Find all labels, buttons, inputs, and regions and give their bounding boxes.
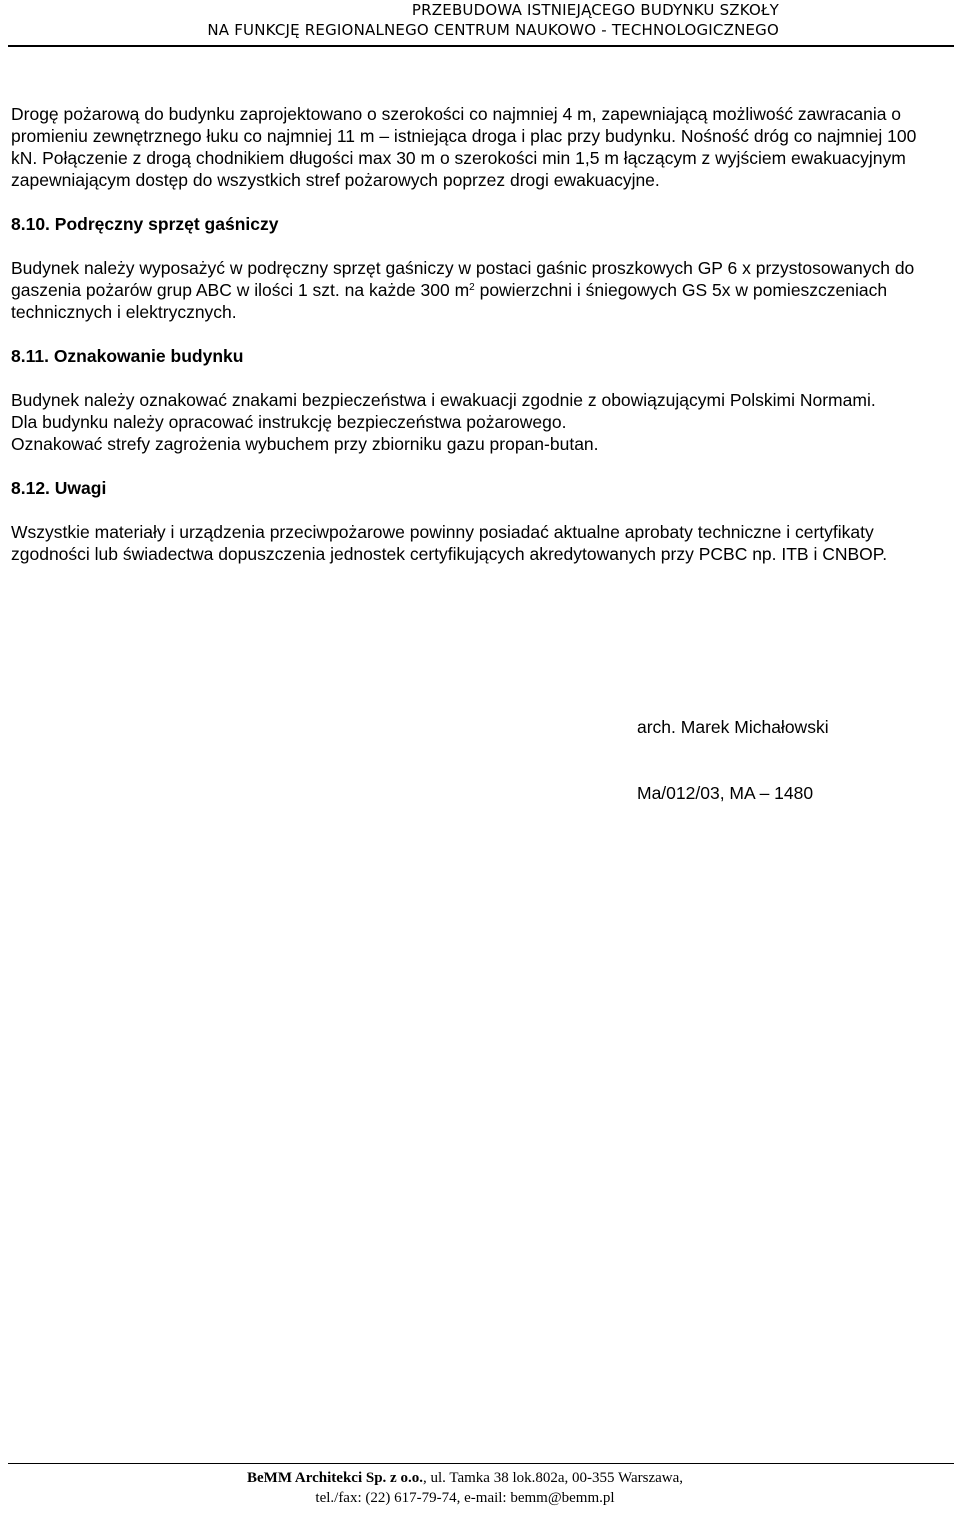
section-8-12-heading: 8.12. Uwagi [11, 478, 107, 498]
footer-address: , ul. Tamka 38 lok.802a, 00-355 Warszawa, [422, 1470, 683, 1486]
section-8-10-text-b: powierzchni i śniegowych GS 5x w pomieszczeniach technicznych i elektrycznych. [11, 280, 888, 322]
signature-name: arch. Marek Michałowski [637, 717, 829, 737]
intro-part2: Połączenie z drogą chodnikiem długości max 30 m o szerokości min 1,5 m łączącym z wyjściem ewakuacyjnym zapewniającym dostęp do wszystkich stref pożarowych poprzez drogi ewakuacyjne. [11, 148, 906, 190]
document-body [11, 103, 936, 565]
page-header [0, 0, 960, 40]
footer-divider [8, 1463, 954, 1464]
footer-contact: tel./fax: (22) 617-79-74, e-mail: bemm@bemm.pl [315, 1490, 615, 1506]
intro-paragraph [11, 103, 936, 191]
section-8-10-paragraph [11, 257, 936, 323]
footer-company: BeMM Architekci Sp. z o.o. [247, 1470, 423, 1486]
header-title-line1: PRZEBUDOWA ISTNIEJĄCEGO BUDYNKU SZKOŁY [411, 1, 779, 19]
intro-part1: Drogę pożarową do budynku zaprojektowano o szerokości co najmniej 4 m, zapewniającą możliwość zawracania o promieniu zewnętrznego łuku co najmniej 11 m – istniejąca droga i plac przy budynku. Nośność dróg co najmniej 100 kN. [11, 104, 917, 168]
signature-license: Ma/012/03, MA – 1480 [637, 783, 814, 803]
section-8-10-heading: 8.10. Podręczny sprzęt gaśniczy [11, 214, 279, 234]
section-8-12-paragraph: Wszystkie materiały i urządzenia przeciwpożarowe powinny posiadać aktualne aprobaty techniczne i certyfikaty zgodności lub świadectwa dopuszczenia jednostek certyfikujących akredytowanych przy PCBC np. ITB i CNBOP. [11, 522, 888, 564]
header-title-line2: NA FUNKCJĘ REGIONALNEGO CENTRUM NAUKOWO - TECHNOLOGICZNEGO [207, 21, 779, 39]
section-8-11-heading: 8.11. Oznakowanie budynku [11, 346, 244, 366]
page-footer [0, 1468, 960, 1508]
section-8-11-line3: Oznakować strefy zagrożenia wybuchem przy zbiorniku gazu propan-butan. [11, 434, 599, 454]
section-8-11-line1: Budynek należy oznakować znakami bezpieczeństwa i ewakuacji zgodnie z obowiązującymi Polskimi Normami. [11, 390, 876, 410]
header-divider [8, 45, 954, 47]
superscript-2: 2 [469, 282, 475, 293]
section-8-10-text-a: Budynek należy wyposażyć w podręczny sprzęt gaśniczy w postaci gaśnic proszkowych GP 6 x przystosowanych do gaszenia pożarów grup ABC w ilości 1 szt. na każde 300 m [11, 258, 915, 300]
section-8-11-line2: Dla budynku należy opracować instrukcję bezpieczeństwa pożarowego. [11, 412, 567, 432]
footer-address-line [0, 1468, 960, 1488]
